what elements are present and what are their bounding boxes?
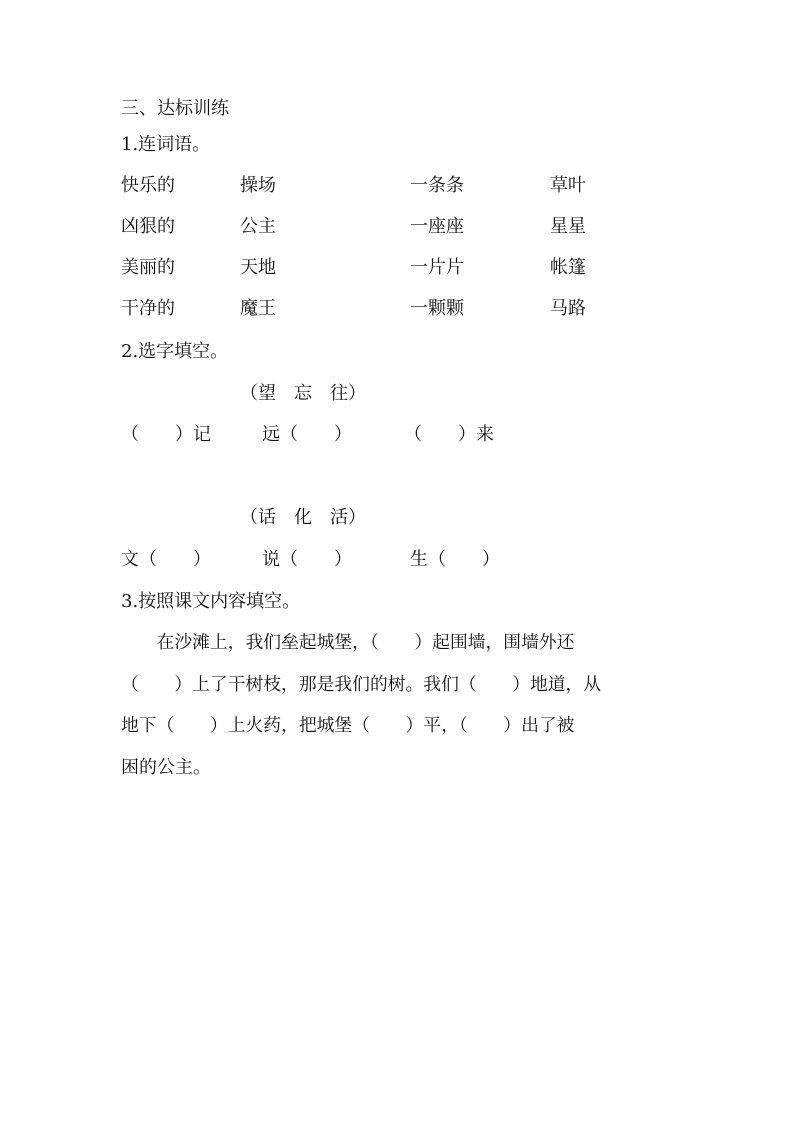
word-item: 一条条 [410, 175, 464, 196]
word-item: 快乐的 [121, 175, 175, 196]
word-item: 一颗颗 [410, 298, 464, 319]
fill-blank-item[interactable]: 生（ ） [410, 549, 500, 570]
word-item: 美丽的 [121, 257, 175, 278]
fill-blank-item[interactable]: 说（ ） [262, 549, 352, 570]
choice-characters-group-2: （话 化 活） [240, 507, 366, 528]
q2-title: 2.选字填空。 [121, 341, 229, 362]
word-item: 一片片 [410, 257, 464, 278]
fill-blank-item[interactable]: （ ）来 [404, 424, 494, 445]
passage-line: （ ）上了干树枝，那是我们的树。我们（ ）地道，从 [121, 674, 602, 695]
word-item: 一座座 [410, 216, 464, 237]
word-item: 草叶 [550, 175, 586, 196]
choice-characters-group-1: （望 忘 往） [240, 383, 366, 404]
fill-blank-item[interactable]: （ ）记 [121, 424, 211, 445]
fill-blank-item[interactable]: 文（ ） [121, 549, 211, 570]
word-item: 天地 [240, 257, 276, 278]
word-item: 帐篷 [550, 257, 586, 278]
word-item: 星星 [550, 216, 586, 237]
q1-title: 1.连词语。 [121, 134, 211, 155]
section-title: 三、达标训练 [121, 98, 229, 119]
word-item: 操场 [240, 175, 276, 196]
word-item: 魔王 [240, 298, 276, 319]
fill-blank-item[interactable]: 远（ ） [262, 424, 352, 445]
word-item: 凶狠的 [121, 216, 175, 237]
passage-line: 在沙滩上，我们垒起城堡，（ ）起围墙，围墙外还 [121, 632, 575, 653]
passage-line: 地下（ ）上火药，把城堡（ ）平，（ ）出了被 [121, 715, 575, 736]
word-item: 公主 [240, 216, 276, 237]
word-item: 马路 [550, 298, 586, 319]
q3-title: 3.按照课文内容填空。 [121, 591, 301, 612]
word-item: 干净的 [121, 298, 175, 319]
passage-line: 困的公主。 [121, 757, 211, 778]
